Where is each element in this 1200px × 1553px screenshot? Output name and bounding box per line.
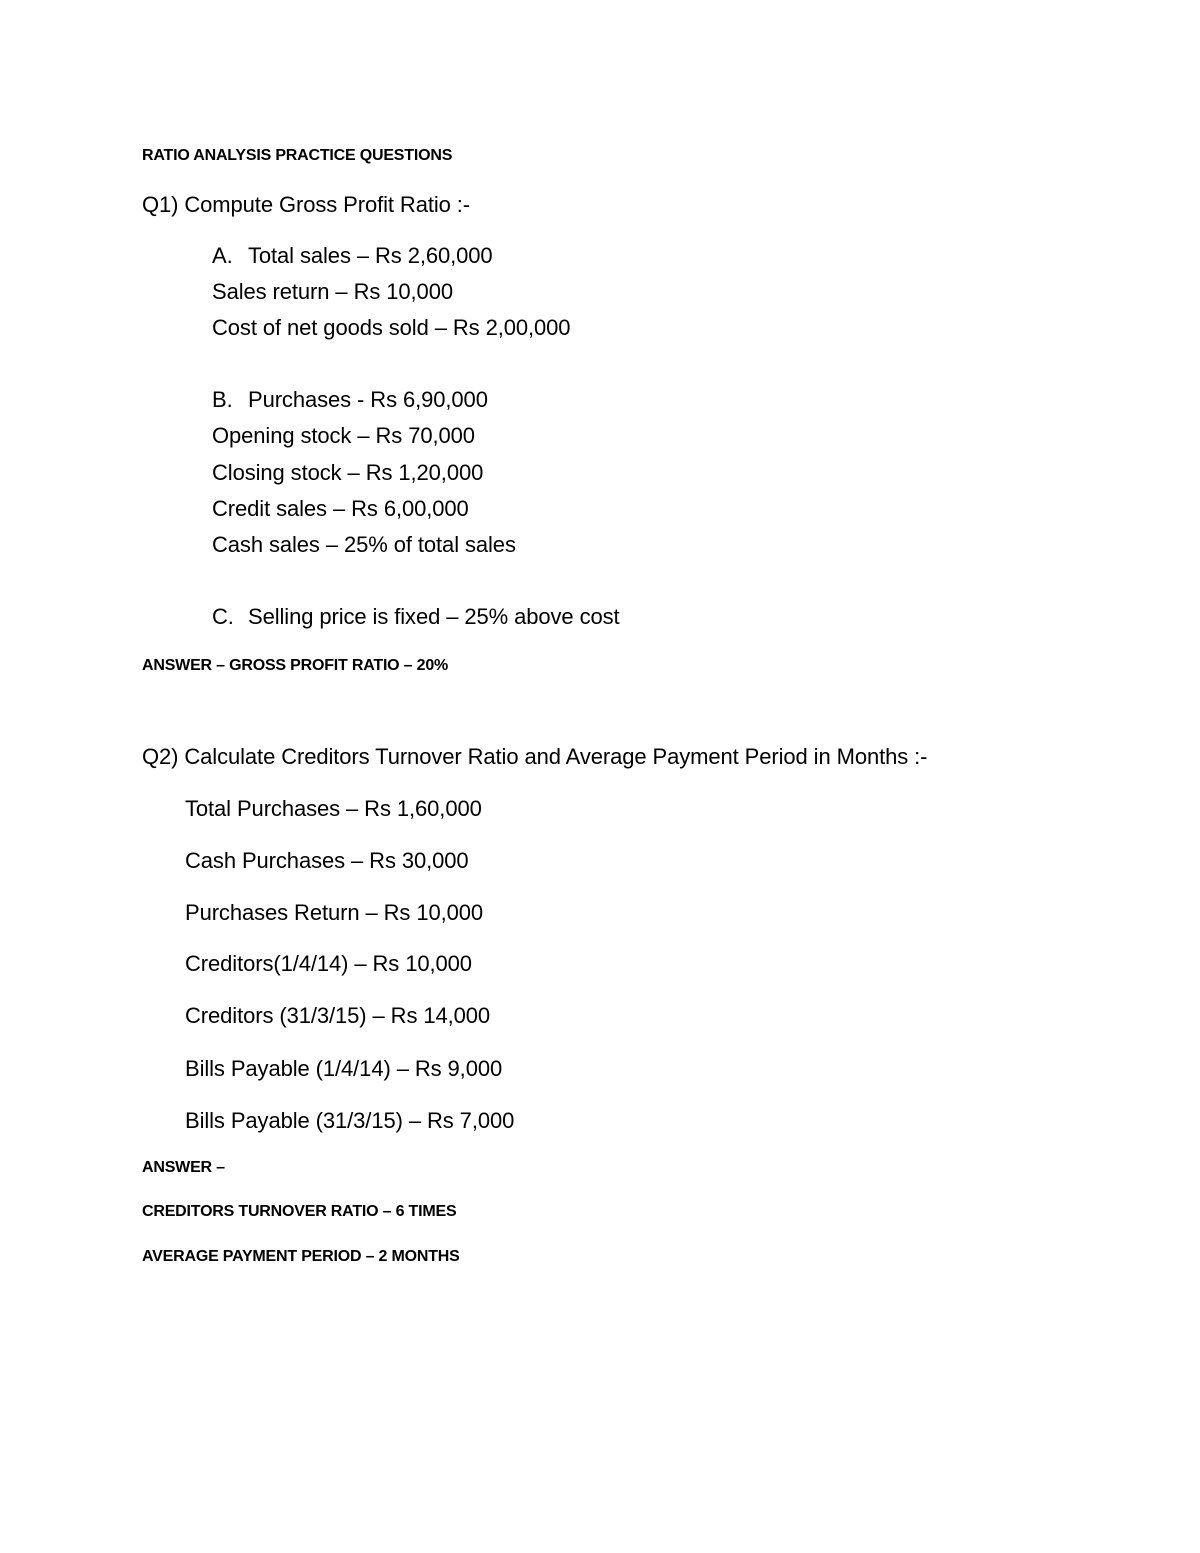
q1-part-b-line-1: [212, 389, 488, 411]
q1-answer: ANSWER – GROSS PROFIT RATIO – 20%: [142, 657, 449, 674]
q2-item: Total Purchases – Rs 1,60,000: [185, 796, 482, 821]
q1-part-a-line-3: Cost of net goods sold – Rs 2,00,000: [212, 315, 571, 340]
q1-part-c-text: Selling price is fixed – 25% above cost: [248, 604, 620, 629]
q1-part-a-line-2: Sales return – Rs 10,000: [212, 279, 453, 304]
q1-part-a-marker: A.: [212, 243, 233, 268]
q1-part-a-line-1: [212, 245, 493, 267]
q1-part-b-marker: B.: [212, 387, 233, 412]
document-title: RATIO ANALYSIS PRACTICE QUESTIONS: [142, 147, 453, 164]
q1-part-b-text: Purchases - Rs 6,90,000: [248, 387, 488, 412]
q2-item: Creditors (31/3/15) – Rs 14,000: [185, 1003, 491, 1028]
q2-answer-label: ANSWER –: [142, 1159, 225, 1176]
q1-heading: Q1) Compute Gross Profit Ratio :-: [142, 192, 471, 217]
q2-answer-average-payment-period: AVERAGE PAYMENT PERIOD – 2 MONTHS: [142, 1248, 460, 1265]
q2-item: Creditors(1/4/14) – Rs 10,000: [185, 951, 472, 976]
q2-item: Bills Payable (1/4/14) – Rs 9,000: [185, 1056, 503, 1081]
q1-part-b-line-5: Cash sales – 25% of total sales: [212, 532, 516, 557]
q1-part-b-line-2: Opening stock – Rs 70,000: [212, 423, 475, 448]
q1-part-b-line-3: Closing stock – Rs 1,20,000: [212, 460, 484, 485]
q1-part-b-line-4: Credit sales – Rs 6,00,000: [212, 496, 469, 521]
q2-answer-creditors-turnover: CREDITORS TURNOVER RATIO – 6 TIMES: [142, 1203, 457, 1220]
q2-heading: Q2) Calculate Creditors Turnover Ratio and Average Payment Period in Months :-: [142, 744, 928, 769]
q2-item: Purchases Return – Rs 10,000: [185, 900, 484, 925]
q2-item: Cash Purchases – Rs 30,000: [185, 848, 469, 873]
q1-part-c-marker: C.: [212, 604, 234, 629]
q2-item: Bills Payable (31/3/15) – Rs 7,000: [185, 1108, 515, 1133]
q1-part-a-text: Total sales – Rs 2,60,000: [248, 243, 493, 268]
q1-part-c-line-1: [212, 606, 620, 628]
